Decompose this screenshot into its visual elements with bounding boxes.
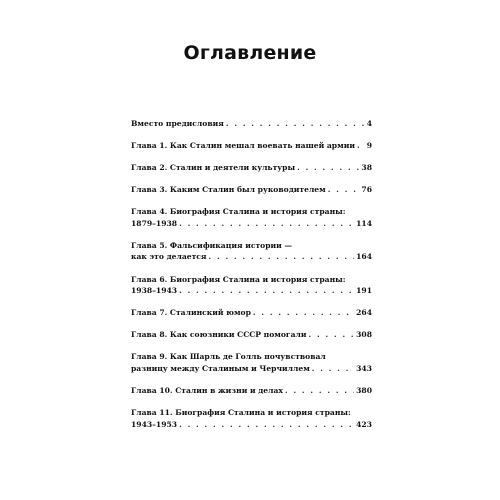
dot-leader: [312, 363, 354, 375]
toc-entry: [131, 206, 372, 229]
dot-leader: [209, 251, 355, 263]
toc-entry-title-line: 1943–1953: [131, 419, 178, 429]
toc-entry: [131, 274, 372, 297]
toc-entry-line: [131, 329, 372, 341]
dot-leader: [226, 118, 365, 130]
toc-page-number: 191: [356, 286, 372, 296]
toc-entry-line: [131, 307, 372, 319]
toc-entry: [131, 385, 372, 397]
toc-entry-line: [131, 218, 372, 230]
toc-entry-title-line: Глава 1. Как Сталин мешал воевать нашей армии: [131, 141, 355, 151]
toc-entry-title-line: Вместо предисловия: [131, 119, 224, 128]
dot-leader: [297, 162, 359, 174]
toc-page-number: 264: [356, 308, 372, 318]
toc-entry-title-line: Глава 2. Сталин и деятели культуры: [131, 163, 296, 173]
toc-entry-title-line: Глава 9. Как Шарль де Голль почувствовал: [131, 352, 326, 362]
dot-leader: [357, 140, 365, 152]
dot-leader: [179, 285, 354, 297]
toc-entry-line: [131, 363, 372, 375]
toc-entry-title-line: Глава 4. Биография Сталина и история страны:: [131, 207, 346, 217]
toc-entry-title-line: Глава 3. Каким Сталин был руководителем: [131, 185, 326, 195]
toc-page-number: 343: [356, 363, 372, 373]
toc-entry: [131, 407, 372, 430]
toc-page-number: 76: [361, 185, 372, 195]
toc-entry-title-line: разницу между Сталиным и Черчиллем: [131, 363, 310, 373]
toc-entry-title-line: Глава 5. Фальсификация истории —: [131, 240, 293, 250]
page-title: Оглавление: [183, 42, 317, 64]
toc-entry: [131, 307, 372, 319]
toc-entry-line: [131, 285, 372, 297]
toc-page-number: 164: [356, 252, 372, 262]
toc-entry-line: [131, 162, 372, 174]
toc-page-number: 38: [361, 163, 372, 173]
toc-entry: [131, 351, 372, 374]
dot-leader: [328, 184, 360, 196]
dot-leader: [179, 419, 354, 431]
dot-leader: [253, 307, 354, 319]
toc-entry-line: [131, 419, 372, 431]
toc-entry-line: [131, 251, 372, 263]
toc-entry-title-line: Глава 8. Как союзники СССР помогали: [131, 330, 307, 340]
toc-page-number: 114: [356, 218, 372, 228]
toc-entry: [131, 118, 372, 130]
toc-entry-title-line: Глава 11. Биография Сталина и история страны:: [131, 408, 351, 418]
toc-entry-line: [131, 118, 372, 130]
toc-entry-title-line: Глава 6. Биография Сталина и история страны:: [131, 274, 346, 284]
table-of-contents: [131, 118, 372, 441]
toc-entry-line: [131, 385, 372, 397]
toc-page-number: 423: [356, 419, 372, 429]
toc-entry: [131, 240, 372, 263]
toc-entry-title-line: 1879–1938: [131, 218, 178, 228]
dot-leader: [285, 385, 354, 397]
toc-entry-title-line: как это делается: [131, 252, 207, 262]
toc-page-number: 9: [366, 141, 372, 151]
toc-entry: [131, 184, 372, 196]
toc-entry-title-line: 1938–1943: [131, 286, 178, 296]
toc-page-number: 380: [356, 385, 372, 395]
dot-leader: [179, 218, 354, 230]
toc-entry-title-line: Глава 7. Сталинский юмор: [131, 308, 251, 318]
toc-entry: [131, 162, 372, 174]
dot-leader: [309, 329, 355, 341]
toc-entry: [131, 140, 372, 152]
toc-entry-line: [131, 184, 372, 196]
toc-page-number: 4: [366, 119, 372, 128]
toc-entry: [131, 329, 372, 341]
toc-entry-line: [131, 140, 372, 152]
toc-entry-title-line: Глава 10. Сталин в жизни и делах: [131, 385, 283, 395]
toc-page-number: 308: [356, 330, 372, 340]
